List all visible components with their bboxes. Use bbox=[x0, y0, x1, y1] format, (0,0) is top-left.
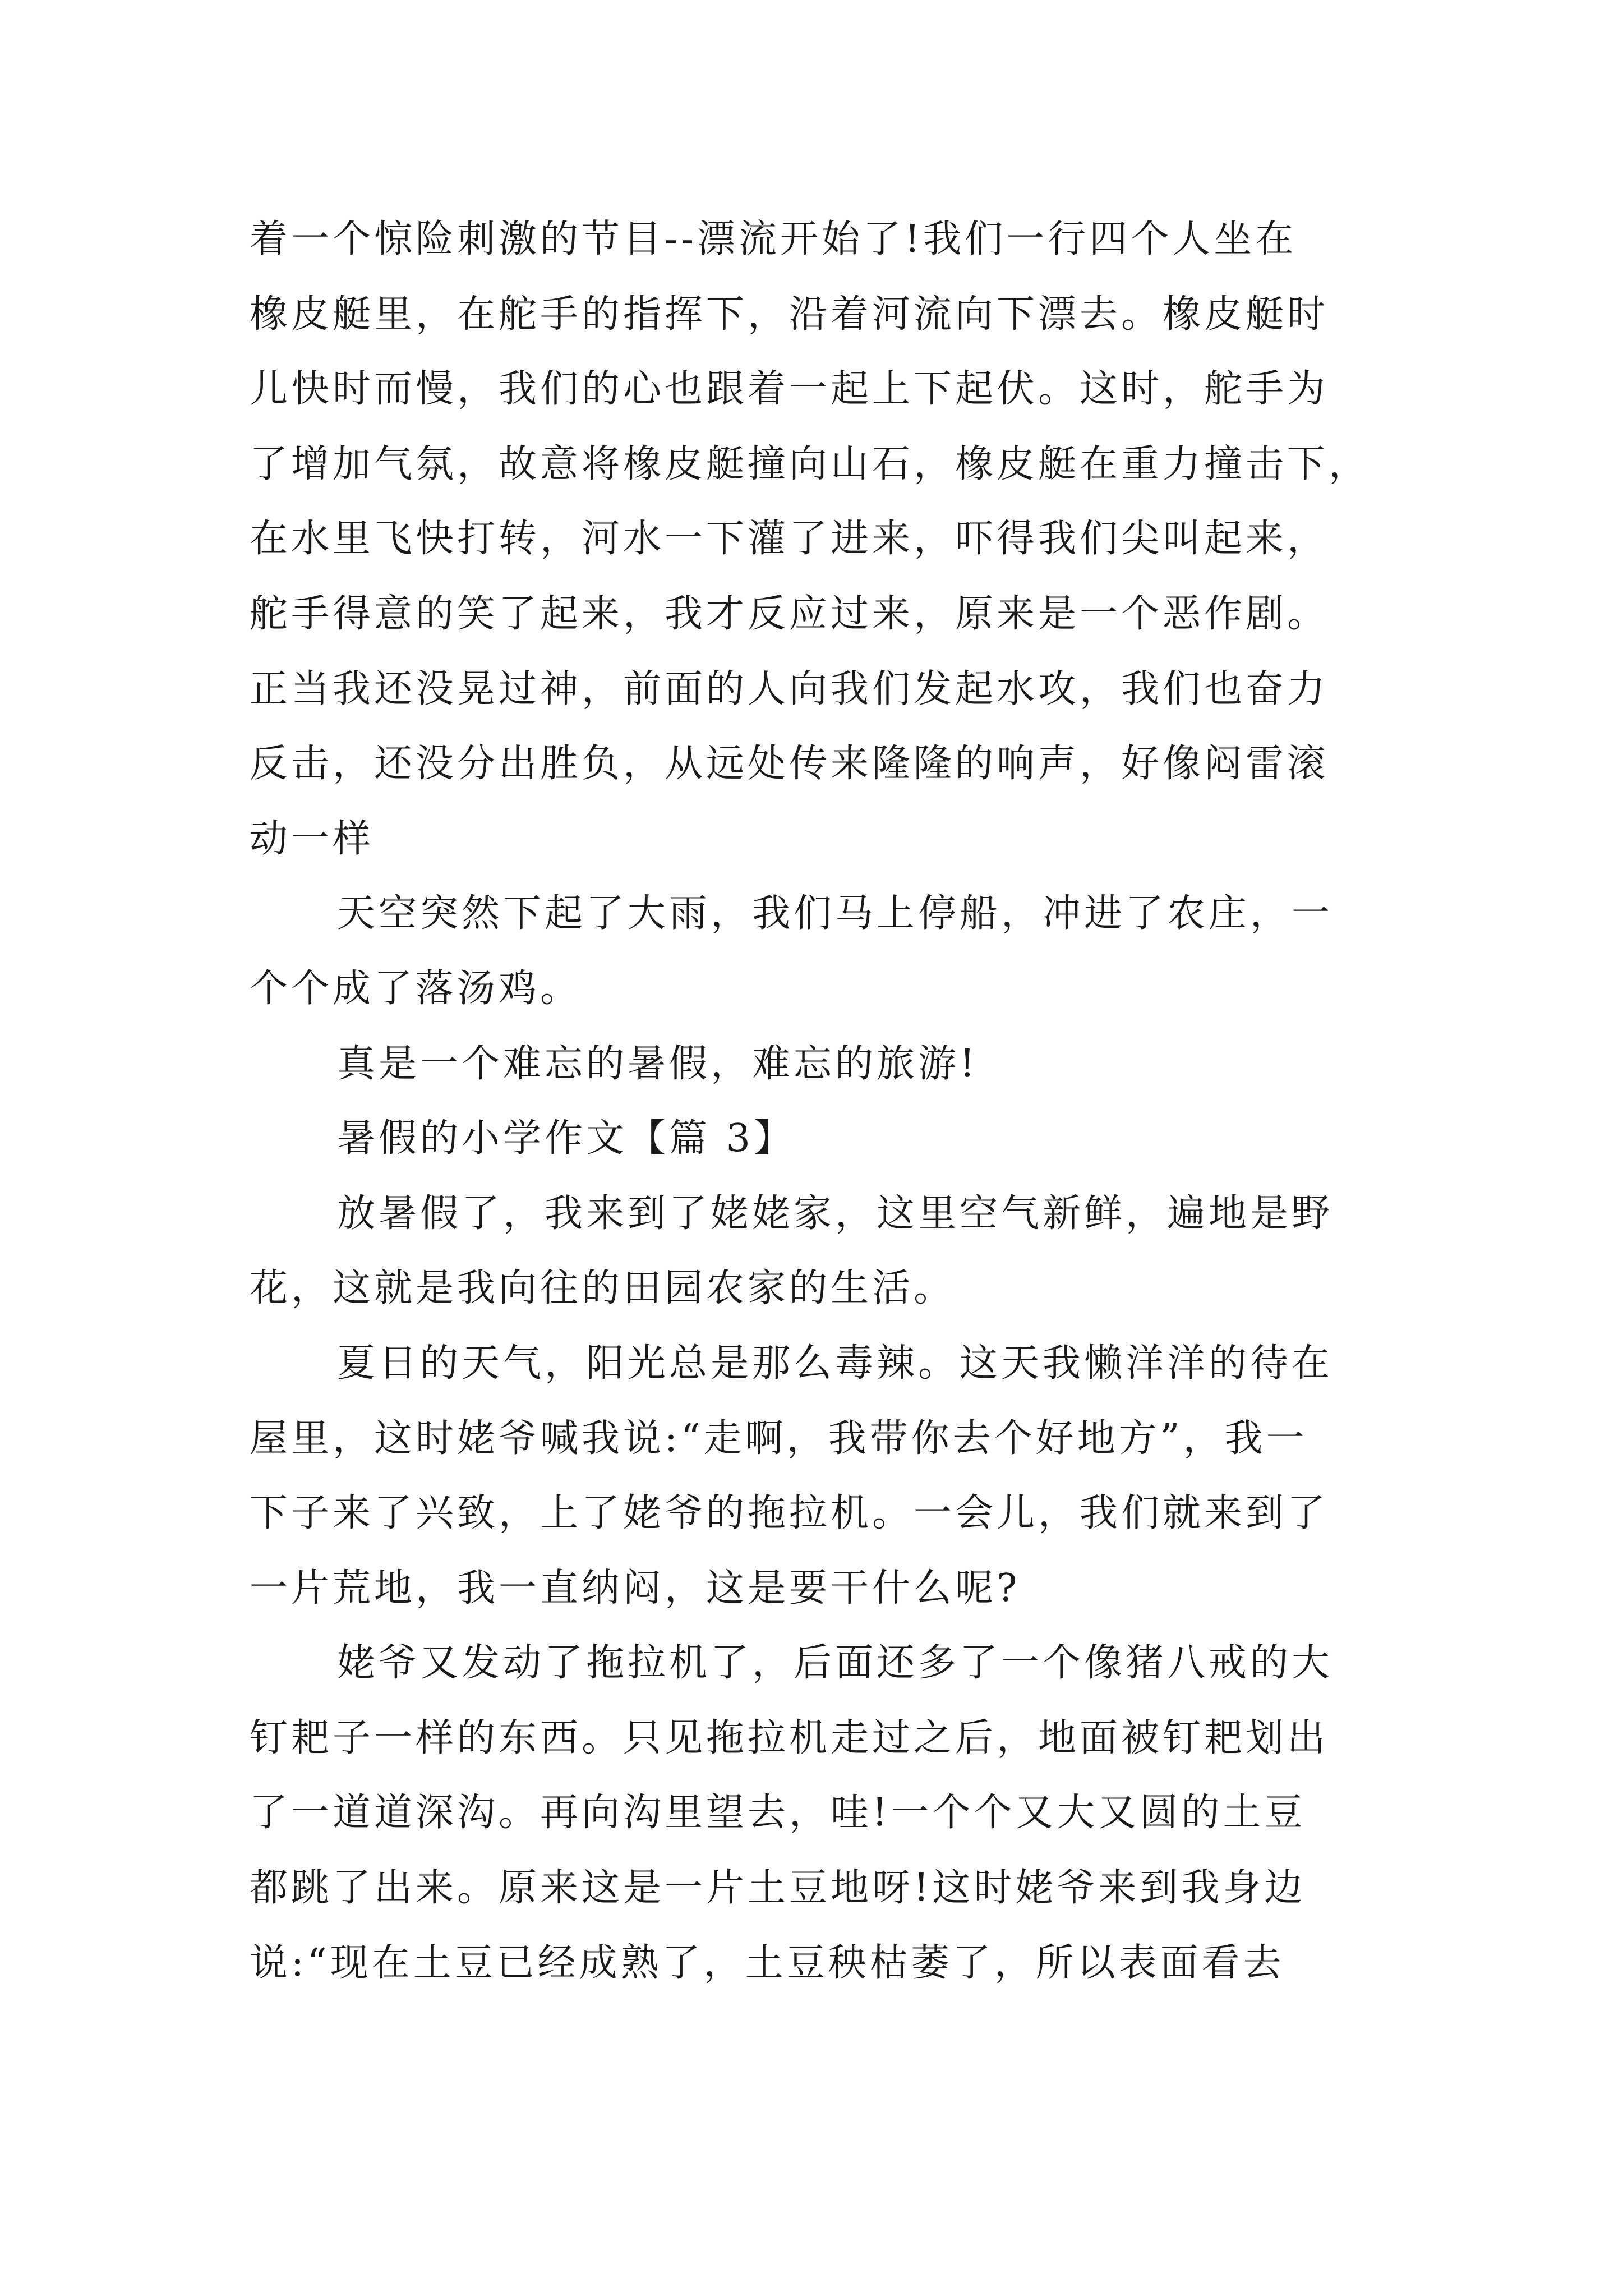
paragraph-start-line: 天空突然下起了大雨，我们马上停船，冲进了农庄，一 bbox=[337, 891, 1334, 936]
text-line: 钉耙子一样的东西。只见拖拉机走过之后，地面被钉耙划出 bbox=[250, 1715, 1329, 1760]
text-line: 在水里飞快打转，河水一下灌了进来，吓得我们尖叫起来， bbox=[250, 517, 1329, 562]
text-line: 着一个惊险刺激的节目--漂流开始了!我们一行四个人坐在 bbox=[250, 217, 1297, 261]
text-line: 舵手得意的笑了起来，我才反应过来，原来是一个恶作剧。 bbox=[250, 591, 1329, 636]
section-heading: 暑假的小学作文【篇 3】 bbox=[337, 1116, 795, 1161]
text-line: 说:“现在土豆已经成熟了，土豆秧枯萎了，所以表面看去 bbox=[250, 1940, 1285, 1985]
text-line: 动一样 bbox=[250, 816, 375, 861]
text-line: 花，这就是我向往的田园农家的生活。 bbox=[250, 1266, 956, 1311]
paragraph-start-line: 姥爷又发动了拖拉机了，后面还多了一个像猪八戒的大 bbox=[337, 1641, 1334, 1686]
paragraph-start-line: 真是一个难忘的暑假，难忘的旅游! bbox=[337, 1041, 979, 1086]
text-line: 了增加气氛，故意将橡皮艇撞向山石，橡皮艇在重力撞击下， bbox=[250, 441, 1371, 486]
text-line: 个个成了落汤鸡。 bbox=[250, 966, 582, 1011]
text-line: 下子来了兴致，上了姥爷的拖拉机。一会儿，我们就来到了 bbox=[250, 1491, 1329, 1536]
text-line: 一片荒地，我一直纳闷，这是要干什么呢? bbox=[250, 1566, 1021, 1611]
paragraph-start-line: 夏日的天气，阳光总是那么毒辣。这天我懒洋洋的待在 bbox=[337, 1341, 1334, 1386]
paragraph-start-line: 放暑假了，我来到了姥姥家，这里空气新鲜，遍地是野 bbox=[337, 1191, 1334, 1236]
text-line: 儿快时而慢，我们的心也跟着一起上下起伏。这时，舵手为 bbox=[250, 367, 1329, 412]
text-line: 反击，还没分出胜负，从远处传来隆隆的响声，好像闷雷滚 bbox=[250, 742, 1329, 786]
text-line: 正当我还没晃过神，前面的人向我们发起水攻，我们也奋力 bbox=[250, 666, 1329, 711]
document-body bbox=[250, 202, 1416, 2000]
text-line: 了一道道深沟。再向沟里望去，哇!一个个又大又圆的土豆 bbox=[250, 1791, 1306, 1835]
text-line: 橡皮艇里，在舵手的指挥下，沿着河流向下漂去。橡皮艇时 bbox=[250, 292, 1329, 337]
text-line: 都跳了出来。原来这是一片土豆地呀!这时姥爷来到我身边 bbox=[250, 1866, 1306, 1911]
text-line: 屋里，这时姥爷喊我说:“走啊，我带你去个好地方”，我一 bbox=[250, 1416, 1308, 1461]
